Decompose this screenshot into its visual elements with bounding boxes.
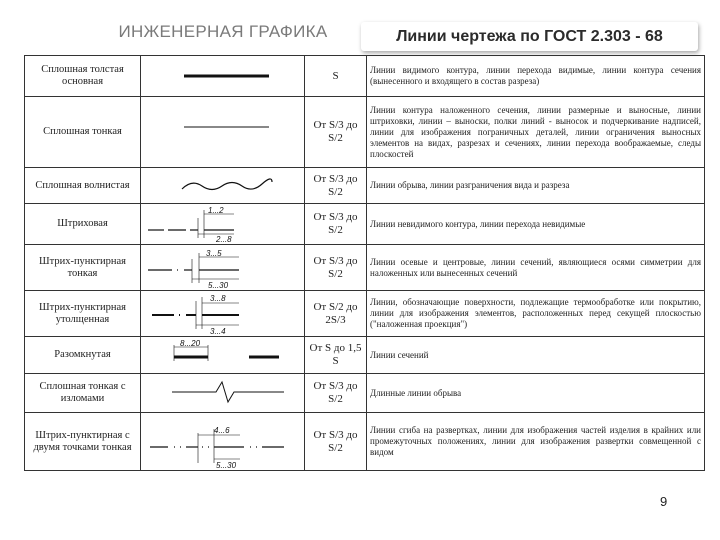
line-thickness: От S до 1,5 S — [305, 337, 367, 374]
slide-title: Линии чертежа по ГОСТ 2.303 - 68 — [361, 22, 698, 51]
line-type-name: Штрих-пунктирная утолщенная — [25, 291, 141, 337]
line-type-name: Сплошная волнистая — [25, 168, 141, 204]
line-usage: Линии сечений — [367, 337, 705, 374]
line-thickness: От S/2 до 2S/3 — [305, 291, 367, 337]
line-type-name: Штрих-пунктирная с двумя точками тонкая — [25, 413, 141, 471]
line-thickness: От S/3 до S/2 — [305, 374, 367, 413]
table-row — [25, 413, 705, 471]
course-title: ИНЖЕНЕРНАЯ ГРАФИКА — [118, 22, 328, 41]
zigzag-break-line-sample — [144, 374, 308, 412]
wavy-line-sample — [144, 168, 308, 203]
line-sample — [141, 245, 305, 291]
line-type-name: Штрих-пунктирная тонкая — [25, 245, 141, 291]
line-usage: Линии видимого контура, линии перехода видимые, линии контура сечения (вынесенного и входящего в состав разреза) — [367, 56, 705, 97]
line-sample — [141, 291, 305, 337]
dim-label: 2...8 — [216, 235, 232, 244]
line-type-name: Сплошная тонкая с изломами — [25, 374, 141, 413]
dim-label: 3...5 — [206, 249, 222, 258]
dim-label: 5...30 — [208, 281, 229, 290]
dash-double-dot-line-sample — [144, 413, 308, 470]
line-usage: Линии, обозначающие поверхности, подлежащие термообработке или покрытию, линии для изображения элементов, расположенных перед секущей плоскостью ("наложенная проекция") — [367, 291, 705, 337]
table-row — [25, 56, 705, 97]
page-number: 9 — [660, 494, 668, 509]
line-thickness: S — [305, 56, 367, 97]
line-thickness: От S/3 до S/2 — [305, 97, 367, 168]
open-line-sample — [144, 337, 308, 373]
solid-thick-line-sample — [144, 56, 308, 96]
dim-label: 1...2 — [208, 206, 224, 215]
dash-dot-thick-line-sample — [144, 291, 308, 336]
dashed-line-sample — [144, 204, 308, 244]
line-thickness: От S/3 до S/2 — [305, 204, 367, 245]
line-type-name: Сплошная толстая основная — [25, 56, 141, 97]
dim-label: 4...6 — [214, 426, 230, 435]
line-usage: Линии обрыва, линии разграничения вида и разреза — [367, 168, 705, 204]
line-sample — [141, 204, 305, 245]
line-sample — [141, 56, 305, 97]
dash-dot-thin-line-sample — [144, 245, 308, 290]
table-row — [25, 374, 705, 413]
line-usage: Линии сгиба на развертках, линии для изображения частей изделия в крайних или промежуточных положениях, линии для изображения развертки совмещенной с видом — [367, 413, 705, 471]
line-thickness: От S/3 до S/2 — [305, 413, 367, 471]
table-row — [25, 204, 705, 245]
line-sample — [141, 374, 305, 413]
line-sample — [141, 413, 305, 471]
line-type-name: Сплошная тонкая — [25, 97, 141, 168]
line-usage: Линии невидимого контура, линии перехода невидимые — [367, 204, 705, 245]
line-thickness: От S/3 до S/2 — [305, 245, 367, 291]
line-usage: Линии контура наложенного сечения, линии размерные и выносные, линии штриховки, линии – выноски, полки линий - выносок и подчеркивание надписей, линии для изображения пограничных деталей, линии ограничения выносных элементов на видах, разрезах и сечениях, линии перехода воображаемые, следы плоскостей — [367, 97, 705, 168]
dim-label: 8...20 — [180, 339, 201, 348]
line-sample — [141, 97, 305, 168]
table-row — [25, 291, 705, 337]
table-row — [25, 245, 705, 291]
gost-lines-table — [24, 55, 705, 471]
table-row — [25, 97, 705, 168]
line-usage: Длинные линии обрыва — [367, 374, 705, 413]
line-type-name: Штриховая — [25, 204, 141, 245]
dim-label: 3...8 — [210, 294, 226, 303]
dim-label: 3...4 — [210, 327, 226, 336]
line-sample — [141, 168, 305, 204]
solid-thin-line-sample — [144, 97, 308, 167]
line-thickness: От S/3 до S/2 — [305, 168, 367, 204]
dim-label: 5...30 — [216, 461, 237, 470]
table-row — [25, 337, 705, 374]
table-row — [25, 168, 705, 204]
line-type-name: Разомкнутая — [25, 337, 141, 374]
line-usage: Линии осевые и центровые, линии сечений, являющиеся осями симметрии для наложенных или вынесенных сечений — [367, 245, 705, 291]
line-sample — [141, 337, 305, 374]
